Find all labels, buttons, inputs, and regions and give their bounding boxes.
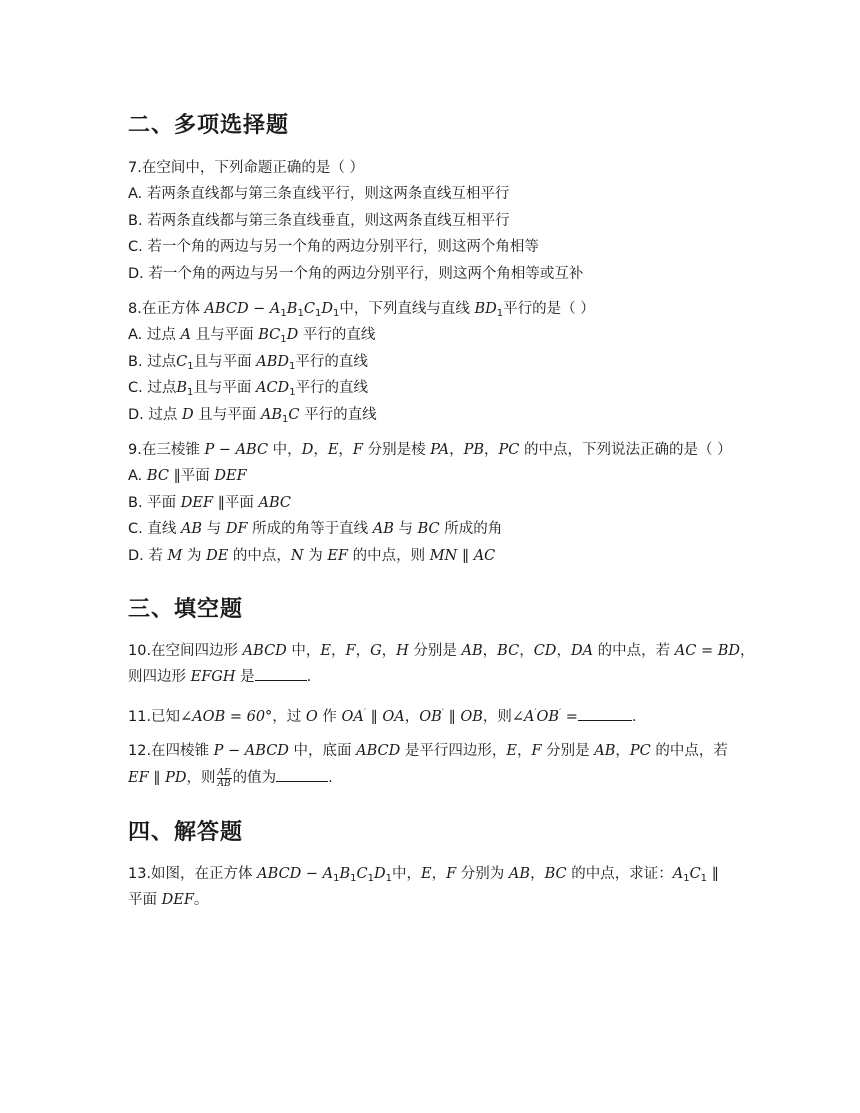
section-title-fill-in: 三、填空题 — [128, 597, 244, 622]
question-8-stem: 8.在正方体 ABCD − $A_1B_1C_1D_1$中，下列直线与直线 $BD_1$平行的是（ ） — [128, 301, 595, 319]
question-13-line-1: 13.如图，在正方体 ABCD − $A_1B_1C_1D_1$中，E，F 分别为 AB，BC 的中点，求证：$A_1C_1$ ∥ — [128, 866, 719, 884]
question-10-line-1: 10.在空间四边形 ABCD 中，E，F，G，H 分别是 AB，BC，CD，DA 的中点，若 AC = BD， — [128, 643, 755, 659]
answer-blank[interactable] — [578, 706, 632, 721]
question-9-option-b: B. 平面 DEF ∥平面 ABC — [128, 495, 292, 511]
question-13-line-2: 平面 DEF。 — [128, 892, 209, 908]
answer-blank[interactable] — [276, 767, 328, 782]
question-9-option-c: C. 直线 AB 与 DF 所成的角等于直线 AB 与 BC 所成的角 — [128, 521, 503, 537]
question-9-option-d: D. 若 M 为 DE 的中点，N 为 EF 的中点，则 MN ∥ AC — [128, 548, 496, 564]
question-8-option-b: B. 过点$C_1$且与平面 $ABD_1$平行的直线 — [128, 354, 368, 372]
question-12-line-1: 12.在四棱锥 P − ABCD 中，底面 ABCD 是平行四边形，E，F 分别是 AB，PC 的中点，若 — [128, 743, 728, 759]
answer-blank[interactable] — [255, 666, 307, 681]
question-7-stem: 7.在空间中，下列命题正确的是（ ） — [128, 160, 364, 176]
section-title-solutions: 四、解答题 — [128, 820, 244, 845]
question-8-option-a: A. 过点 A 且与平面 $BC_1D$ 平行的直线 — [128, 327, 376, 345]
question-11: 11.已知∠AOB = 60°，过 O 作 OA′ ∥ OA，OB′ ∥ OB，则∠A′OB′ = . — [128, 708, 637, 725]
section-title-multiple-choice: 二、多项选择题 — [128, 113, 290, 138]
question-9-stem: 9.在三棱锥 P − ABC 中，D，E，F 分别是棱 PA，PB，PC 的中点，下列说法正确的是（ ） — [128, 442, 732, 458]
question-8-option-c: C. 过点$B_1$且与平面 $ACD_1$平行的直线 — [128, 380, 369, 398]
question-7-option-d: D. 若一个角的两边与另一个角的两边分别平行，则这两个角相等或互补 — [128, 266, 584, 282]
question-12-line-2: EF ∥ PD，则 $\frac{AE}{AB}$ 的值为 . — [128, 767, 333, 789]
fraction-ae-over-ab: $\frac{AE}{AB}$ — [217, 767, 231, 789]
question-7-option-c: C. 若一个角的两边与另一个角的两边分别平行，则这两个角相等 — [128, 239, 539, 255]
question-7-option-b: B. 若两条直线都与第三条直线垂直，则这两条直线互相平行 — [128, 213, 510, 229]
question-8-option-d: D. 过点 D 且与平面 $AB_1C$ 平行的直线 — [128, 407, 377, 425]
question-9-option-a: A. BC ∥平面 DEF — [128, 468, 247, 484]
question-7-option-a: A. 若两条直线都与第三条直线平行，则这两条直线互相平行 — [128, 186, 510, 202]
question-10-line-2: 则四边形 EFGH 是 . — [128, 666, 311, 687]
